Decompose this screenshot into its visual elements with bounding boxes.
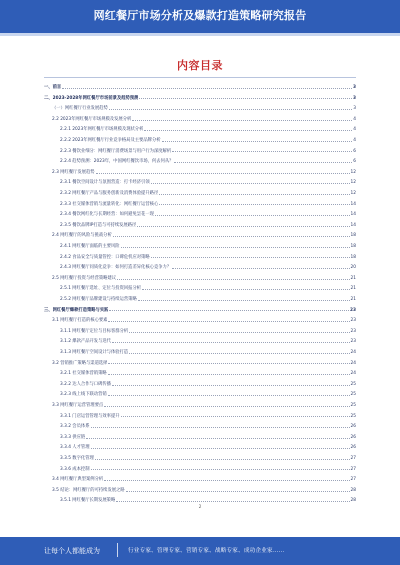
toc-leader-dots (108, 363, 349, 364)
toc-entry-page: 26 (350, 434, 356, 440)
toc-entry-page: 25 (350, 392, 356, 398)
toc-entry[interactable] (60, 411, 356, 419)
toc-entry-label: 2.3 网红餐厅发展趋势 (52, 169, 95, 175)
toc-entry-label: 2.3.5 餐饮品牌IP打造与可持续发展路径 (60, 222, 137, 228)
toc-leader-dots (155, 215, 350, 216)
toc-entry[interactable] (44, 82, 356, 90)
toc-entry-label: 2.4.1 网红餐厅面临的主要风险 (60, 244, 120, 249)
toc-entry[interactable] (60, 124, 356, 132)
toc-entry-page: 14 (350, 201, 356, 207)
toc-leader-dots (151, 183, 350, 184)
toc-entry-page: 3 (353, 106, 356, 112)
toc-entry[interactable] (44, 93, 356, 101)
footer-separator (117, 543, 118, 557)
toc-entry-page: 4 (353, 127, 356, 133)
toc-entry-page: 23 (350, 339, 356, 345)
toc-entry-label: 2.2.4 趋势预测：2023年，中国网红餐饮市场，何去何从？ (60, 159, 174, 165)
toc-leader-dots (113, 236, 350, 237)
toc-leader-dots (95, 459, 350, 460)
toc-entry[interactable] (60, 146, 356, 154)
toc-divider (44, 77, 356, 78)
toc-entry-label: 3.2.3 线上线下联动营销 (60, 392, 107, 398)
toc-entry[interactable] (52, 230, 356, 238)
toc-entry-label: 3.1 网红餐厅打造的核心要素 (52, 318, 108, 324)
toc-leader-dots (108, 395, 350, 396)
toc-entry[interactable] (60, 156, 356, 164)
toc-entry-page: 3 (353, 95, 356, 101)
toc-entry[interactable] (60, 421, 356, 429)
toc-entry-label: 3.1.1 网红餐厅定位与目标客群分析 (60, 328, 129, 334)
toc-leader-dots (121, 416, 350, 417)
toc-entry[interactable] (60, 220, 356, 228)
toc-leader-dots (104, 480, 349, 481)
toc-entry-label: 3.3 网红餐厅运营管理要点 (52, 403, 104, 408)
toc-leader-dots (112, 385, 350, 386)
toc-leader-dots (62, 88, 352, 89)
report-footer (0, 537, 400, 565)
toc-entry-label: 3.3.6 成本控制 (60, 466, 90, 472)
header-accent-bar (0, 33, 400, 36)
toc-entry-page: 23 (350, 328, 356, 334)
toc-leader-dots (172, 268, 349, 269)
toc-entry-label: 3.5 结论：网红餐厅的可持续发展之路 (52, 487, 125, 493)
toc-entry-label: 2.2.2 2023年网红餐厅行业竞争格局及主要品牌分析 (60, 138, 161, 143)
toc-leader-dots (86, 438, 349, 439)
toc-entry[interactable] (52, 400, 356, 408)
toc-entry[interactable] (60, 495, 356, 503)
toc-entry[interactable] (44, 305, 356, 313)
toc-entry[interactable] (60, 262, 356, 270)
toc-entry-label: 3.3.3 供应链 (60, 434, 86, 440)
toc-entry-page: 28 (350, 498, 356, 504)
toc-entry[interactable] (52, 167, 356, 175)
toc-entry[interactable] (52, 485, 356, 493)
toc-entry[interactable] (60, 336, 356, 344)
toc-entry-page: 27 (350, 477, 356, 483)
toc-entry-label: 2.3.1 餐饮空间设计与氛围营造：打卡经济引领 (60, 180, 150, 186)
toc-leader-dots (138, 300, 350, 301)
toc-leader-dots (174, 162, 352, 163)
toc-entry-page: 25 (350, 381, 356, 387)
toc-leader-dots (139, 98, 352, 99)
toc-entry-page: 21 (350, 275, 356, 281)
toc-entry-label: 3.4 网红餐厅典型案例分析 (52, 477, 104, 483)
toc-leader-dots (109, 109, 352, 110)
toc-leader-dots (91, 427, 350, 428)
toc-entry-page: 20 (350, 265, 356, 271)
toc-entry-label: 3.1.3 网红餐厅空间设计与体验打造 (60, 350, 129, 355)
toc-entry[interactable] (60, 368, 356, 376)
footer-slogan: 让每个人都能成为 (44, 547, 100, 555)
toc-leader-dots (104, 406, 349, 407)
toc-entry[interactable] (60, 252, 356, 260)
toc-entry-page: 25 (350, 403, 356, 408)
toc-entry-page: 18 (350, 244, 356, 249)
toc-entry-page: 12 (350, 191, 356, 196)
toc-entry[interactable] (60, 432, 356, 440)
toc-entry-page: 3 (353, 85, 356, 90)
toc-entry[interactable] (60, 283, 356, 291)
toc-leader-dots (91, 448, 350, 449)
toc-entry-label: 2.4 网红餐厅的风险与挑战分析 (52, 233, 112, 239)
toc-entry-page: 23 (350, 307, 356, 313)
toc-entry-label: 2.4.3 网红餐厅同质化竞争：如何打造差异化核心竞争力？ (60, 265, 172, 271)
toc-entry[interactable] (52, 273, 356, 281)
toc-entry-label: 3.1.2 爆款产品开发与迭代 (60, 339, 111, 345)
toc-entry-page: 26 (350, 424, 356, 430)
toc-leader-dots (91, 469, 350, 470)
toc-leader-dots (112, 342, 350, 343)
toc-leader-dots (159, 194, 349, 195)
toc-entry[interactable] (60, 464, 356, 472)
toc-entry[interactable] (52, 114, 356, 122)
toc-entry-page: 18 (350, 233, 356, 239)
toc-entry-label: 2.5.1 网红餐厅选址、定位与投资回报分析 (60, 286, 142, 292)
toc-entry-label: 2.3.2 网红餐厅产品与服务创新及消费体验提升路径 (60, 191, 159, 196)
toc-entry[interactable] (52, 103, 356, 111)
toc-entry-page: 4 (353, 116, 356, 122)
report-title: 网红餐厅市场分析及爆款打造策略研究报告 (93, 9, 307, 22)
toc-entry[interactable] (60, 379, 356, 387)
toc-entry-page: 24 (350, 371, 356, 377)
toc-leader-dots (96, 173, 350, 174)
toc-entry[interactable] (60, 453, 356, 461)
toc-entry-label: 3.3.2 会员体系 (60, 424, 90, 430)
toc-entry-page: 27 (350, 466, 356, 472)
toc-leader-dots (126, 491, 350, 492)
report-header (0, 0, 400, 33)
toc-entry-label: 2.3.3 社交媒体营销与流量转化：网红餐厅运营核心 (60, 201, 159, 207)
toc-leader-dots (117, 279, 349, 280)
toc-entry-label: 2.2.3 餐饮业细分：网红餐厅消费场景与用户行为深度解析 (60, 148, 172, 154)
toc-leader-dots (109, 310, 349, 311)
toc-entry[interactable] (60, 209, 356, 217)
toc-entry[interactable] (60, 294, 356, 302)
toc-entry-page: 23 (350, 318, 356, 324)
toc-entry-page: 27 (350, 456, 356, 461)
toc-leader-dots (142, 289, 349, 290)
toc-leader-dots (144, 130, 352, 131)
toc-leader-dots (121, 247, 350, 248)
toc-leader-dots (116, 501, 349, 502)
toc-entry[interactable] (60, 188, 356, 196)
toc-entry[interactable] (60, 199, 356, 207)
toc-entry-label: 2.5 网红餐厅投资与经营策略建议 (52, 275, 117, 281)
toc-entry[interactable] (52, 315, 356, 323)
toc-entry-label: 2.2 2023年网红餐厅市场规模及发展分析 (52, 116, 132, 122)
toc-leader-dots (129, 332, 349, 333)
toc-entry-label: 3.3.1 门店运营管理与效率提升 (60, 413, 120, 419)
toc-entry[interactable] (60, 241, 356, 249)
page-number: 2 (198, 505, 202, 510)
toc-entry-label: 2.2.1 2023年网红餐厅市场规模及现状分析 (60, 127, 144, 133)
toc-entry-label: 二、2023-2028年网红餐厅市场前景及趋势预测 (44, 95, 139, 101)
toc-entry[interactable] (52, 474, 356, 482)
toc-entry[interactable] (60, 389, 356, 397)
toc-entry[interactable] (60, 135, 356, 143)
toc-leader-dots (159, 204, 349, 205)
toc-entry-label: 2.5.2 网红餐厅品牌建设与持续运营策略 (60, 297, 137, 302)
toc-entry-page: 14 (350, 222, 356, 228)
toc-entry-page: 24 (350, 360, 356, 366)
toc-entry-page: 21 (350, 297, 356, 302)
toc-entry-label: 3.2.2 达人合作与口碑传播 (60, 381, 111, 387)
toc-entry-page: 21 (350, 286, 356, 292)
toc-title: 内容目录 (177, 59, 223, 72)
toc-entry-page: 18 (350, 254, 356, 260)
toc-entry[interactable] (60, 347, 356, 355)
toc-entry-page: 4 (353, 138, 356, 143)
toc-entry-page: 26 (350, 445, 356, 451)
toc-entry-label: 3.3.4 人才管理 (60, 445, 90, 451)
toc-entry-page: 12 (350, 169, 356, 175)
toc-leader-dots (132, 120, 352, 121)
toc-entry-page: 6 (353, 148, 356, 154)
toc-entry[interactable] (60, 442, 356, 450)
toc-entry-label: 2.4.2 食品安全与质量管控：口碑危机应对策略 (60, 254, 150, 260)
footer-tagline: 行业专家、管理专家、营销专家、战略专家、成功企业家…… (128, 548, 285, 554)
toc-entry[interactable] (52, 358, 356, 366)
toc-leader-dots (172, 151, 352, 152)
toc-entry-label: 3.5.1 网红餐厅长期发展策略 (60, 498, 116, 504)
toc-entry-label: 三、网红餐厅爆款打造策略与实践 (44, 307, 109, 313)
toc-entry-page: 12 (350, 180, 356, 186)
toc-entry-page: 25 (350, 413, 356, 419)
toc-entry-label: （一）网红餐厅行业发展趋势 (52, 106, 108, 112)
toc-entry-label: 3.2 营销推广策略与渠道选择 (52, 360, 108, 366)
toc-leader-dots (108, 321, 349, 322)
toc-leader-dots (151, 257, 350, 258)
toc-entry-page: 28 (350, 487, 356, 493)
toc-entry-label: 3.2.1 社交媒体营销策略 (60, 371, 107, 377)
toc-entry[interactable] (60, 326, 356, 334)
toc-entry-page: 6 (353, 159, 356, 165)
toc-entry-label: 2.3.4 餐饮网红化与长期经营：如何避免昙花一现 (60, 212, 154, 218)
toc-entry[interactable] (60, 177, 356, 185)
toc-entry-page: 14 (350, 212, 356, 218)
toc-leader-dots (129, 353, 349, 354)
toc-entry-label: 3.3.5 数字化管理 (60, 456, 94, 461)
toc-entry-label: 一、前言 (44, 85, 62, 90)
toc-leader-dots (108, 374, 350, 375)
toc-entry-page: 24 (350, 350, 356, 355)
toc-leader-dots (162, 141, 353, 142)
toc-leader-dots (137, 226, 349, 227)
